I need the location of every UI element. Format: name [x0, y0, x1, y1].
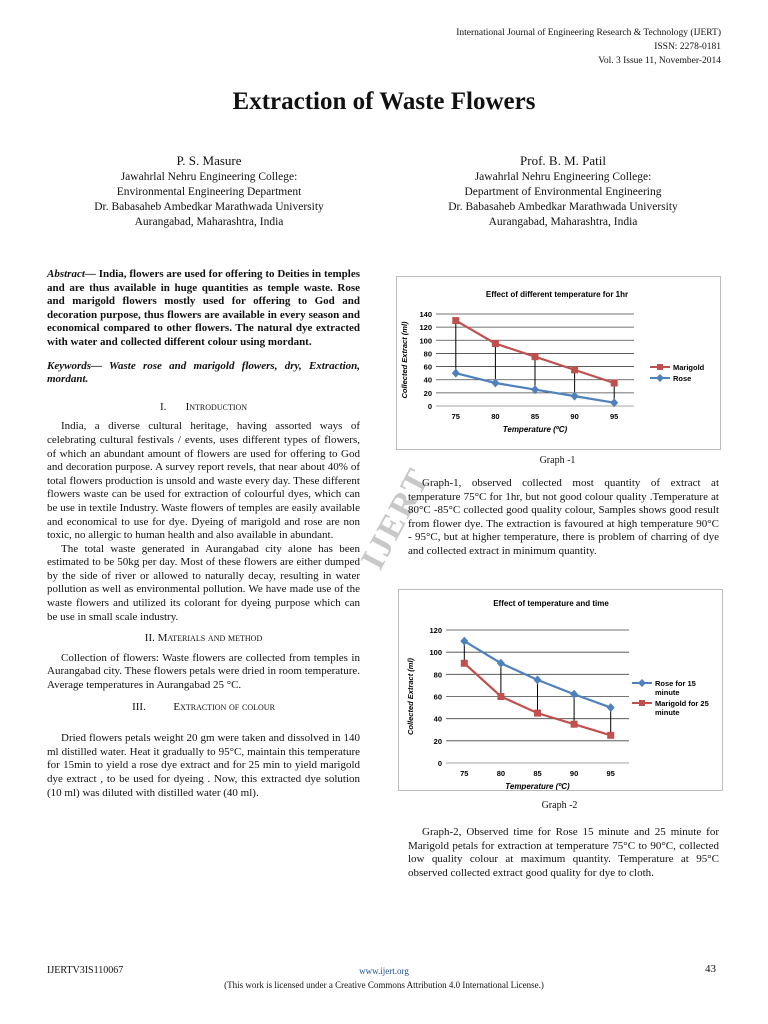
legend-label: Marigold for 25	[655, 699, 709, 708]
y-tick-label: 60	[433, 692, 442, 702]
data-point-marker	[452, 369, 460, 378]
data-point-marker	[534, 675, 542, 684]
data-point-marker	[571, 366, 578, 373]
x-axis-label: Temperature (ºC)	[502, 425, 568, 434]
chart-title: Effect of temperature and time	[493, 599, 609, 608]
chart-2-container	[398, 589, 723, 791]
data-point-marker	[492, 340, 499, 347]
author-name: P. S. Masure	[176, 153, 242, 168]
y-tick-label: 100	[429, 648, 442, 658]
y-tick-label: 120	[419, 323, 432, 333]
x-tick-label: 95	[610, 412, 619, 421]
journal-url[interactable]: www.ijert.org	[359, 966, 409, 976]
x-tick-label: 75	[451, 412, 460, 421]
data-point-marker	[571, 721, 578, 728]
legend-marker	[657, 364, 663, 370]
y-tick-label: 20	[433, 736, 442, 746]
abstract-label: Abstract—	[47, 268, 96, 280]
x-tick-label: 95	[606, 769, 615, 778]
data-point-marker	[570, 690, 578, 699]
y-axis-label: Collected Extract (ml)	[400, 321, 409, 399]
legend-label: Rose for 15	[655, 679, 696, 688]
graph-2-caption: Graph -2	[541, 800, 578, 811]
legend-marker	[638, 679, 646, 687]
data-point-marker	[607, 732, 614, 739]
x-tick-label: 90	[570, 412, 579, 421]
data-point-marker	[461, 660, 468, 667]
x-tick-label: 85	[533, 769, 542, 778]
data-point-marker	[607, 703, 615, 712]
abstract-text: India, flowers are used for offering to Deities in temples and are thus available in huge quantities as temple waste. Rose and marigold flowers mostly used for offering to God and decoration purpose, thus flowers are available in every season and economical compared to other flowers. The natural dye extracted with water and collected different colour using mordant.	[47, 268, 360, 348]
extraction-paragraph: Dried flowers petals weight 20 gm were taken and dissolved in 140 ml distilled water. Heat it gradually to 95°C, maintain this temperature for 15min to yield a rose dye extract and for 25 min to yield marigold dye extract , to be used for dyeing . Now, this extracted dye solution (10 ml) was diluted with distilled water (40 ml).	[47, 732, 360, 799]
data-point-marker	[452, 317, 459, 324]
x-axis-label: Temperature (ºC)	[505, 782, 570, 790]
y-tick-label: 80	[423, 349, 432, 359]
author-affiliation: Jawahrlal Nehru Engineering College:	[474, 171, 652, 183]
legend-label-cont: minute	[655, 688, 680, 697]
graph-1-description: Graph-1, observed collected most quantity of extract at temperature 75°C for 1hr, but not good colour quality .Temperature at 80°C -85°C collected good quality colour, Samples shows good result from flower dye. The extraction is favoured at high temperature 90°C - 95°C, but at higher temperature, there is problem of charring of dye and collected extract in minimum quantity.	[408, 477, 719, 557]
legend-marker	[639, 700, 645, 706]
author-2	[388, 153, 738, 230]
data-point-marker	[534, 710, 541, 717]
volume-issue: Vol. 3 Issue 11, November-2014	[598, 56, 721, 66]
graph-1-caption: Graph -1	[539, 455, 576, 466]
section-heading-introduction: I. Introduction	[159, 400, 248, 413]
data-point-marker	[460, 637, 468, 646]
data-point-marker	[532, 353, 539, 360]
x-tick-label: 80	[496, 769, 506, 778]
y-tick-label: 0	[437, 759, 442, 768]
left-column	[47, 268, 360, 800]
y-tick-label: 60	[423, 362, 432, 372]
graph-2-description: Graph-2, Observed time for Rose 15 minute and 25 minute for Marigold petals for extraction at temperature 75°C to 90°C, collected low quality colour at maximum quantity. Temperature at 95°C observed collected extract good quality for dye to cloth.	[408, 826, 719, 879]
legend-marker	[656, 374, 664, 382]
y-tick-label: 20	[423, 388, 432, 398]
author-department: Department of Environmental Engineering	[464, 186, 662, 198]
abstract	[47, 268, 360, 350]
section-heading-materials: II. Materials and method	[144, 632, 263, 645]
issn: ISSN: 2278-0181	[654, 42, 721, 52]
legend-label: Rose	[673, 374, 692, 383]
chart-1	[397, 277, 720, 449]
paper-title: Extraction of Waste Flowers	[232, 88, 536, 115]
x-tick-label: 90	[569, 769, 579, 778]
paper-id: IJERTV3IS110067	[47, 965, 124, 976]
page-number: 43	[705, 963, 716, 975]
y-tick-label: 140	[419, 310, 432, 319]
watermark: IJERT	[354, 461, 438, 576]
author-location: Aurangabad, Maharashtra, India	[488, 216, 638, 228]
x-tick-label: 80	[491, 412, 500, 421]
data-point-marker	[497, 659, 505, 668]
y-tick-label: 120	[429, 626, 442, 635]
author-name: Prof. B. M. Patil	[520, 153, 606, 168]
legend-label: Marigold	[673, 363, 705, 372]
journal-header	[456, 26, 721, 68]
y-tick-label: 40	[433, 714, 442, 724]
intro-paragraph-2: The total waste generated in Aurangabad city alone has been estimated to be 50kg per day. Most of these flowers are either dumped by the side of river or allowed to naturally decay, resulting in water pollution as well as environmental pollution. We have made use of the waste flowers and utilized its colorant for dyeing purpose which can be use in small scale industry.	[47, 542, 360, 623]
y-tick-label: 40	[423, 375, 432, 385]
legend-label-cont: minute	[655, 708, 680, 717]
keywords	[47, 360, 360, 387]
author-department: Environmental Engineering Department	[116, 186, 302, 198]
data-point-marker	[497, 693, 504, 700]
chart-title: Effect of different temperature for 1hr	[485, 290, 629, 299]
intro-paragraph-1: India, a diverse cultural heritage, having assorted ways of celebrating cultural festivals / events, uses different types of flowers, of which an abundant amount of flowers are used for offering to God and decoration purpose. A survey report revels, that near about 40% of total flowers production is unsold and waste every day. These different flowers waste can be used for extraction of colourful dyes, which can be use in textile Industry. Waste flowers of temples are easily available and economical to use for dye. Dyeing of marigold and rose are non toxic, no allergic to human health and also available in abundant.	[47, 420, 360, 542]
chart-1-container	[396, 276, 721, 450]
author-1	[34, 153, 384, 230]
section-heading-extraction: III. Extraction of colour	[132, 700, 275, 713]
x-tick-label: 75	[460, 769, 469, 778]
license-notice: (This work is licensed under a Creative Commons Attribution 4.0 International License.)	[224, 980, 544, 990]
data-point-marker	[611, 380, 618, 387]
author-university: Dr. Babasaheb Ambedkar Marathwada University	[448, 201, 678, 213]
y-tick-label: 0	[427, 402, 432, 411]
author-university: Dr. Babasaheb Ambedkar Marathwada University	[94, 201, 324, 213]
keywords-label: Keywords—	[47, 359, 102, 372]
y-tick-label: 100	[419, 336, 432, 346]
author-affiliation: Jawahrlal Nehru Engineering College:	[120, 171, 298, 183]
x-tick-label: 85	[530, 412, 540, 421]
keywords-text: Waste rose and marigold flowers, dry, Extraction, mordant.	[47, 359, 360, 386]
journal-name: International Journal of Engineering Research & Technology (IJERT)	[456, 28, 721, 38]
materials-paragraph: Collection of flowers: Waste flowers are collected from temples in Aurangabad city. These flowers petals were dried in room temperature. Average temperatures in Aurangabad 25 °C.	[47, 651, 360, 692]
chart-2	[399, 590, 722, 790]
y-tick-label: 80	[433, 670, 442, 680]
author-location: Aurangabad, Maharashtra, India	[134, 216, 284, 228]
y-axis-label: Collected Extract (ml)	[406, 657, 415, 736]
